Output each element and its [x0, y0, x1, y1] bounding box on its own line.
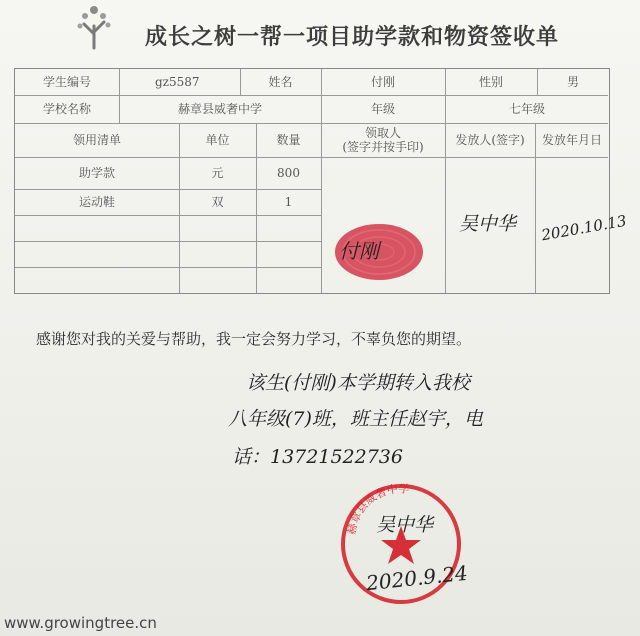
seal-text: 赫章县威奢中学 — [344, 482, 410, 536]
student-id-value: gz5587 — [155, 75, 200, 89]
issuer-header: 发放人(签字) — [455, 133, 525, 147]
gender-value: 男 — [566, 75, 579, 89]
website-watermark: www.growingtree.cn — [4, 614, 157, 632]
quantity-header: 数量 — [276, 133, 301, 147]
recipient-header — [321, 123, 445, 157]
name-label: 姓名 — [268, 75, 293, 89]
quantity-cell: 1 — [284, 195, 293, 209]
document-title: 成长之树一帮一项目助学款和物资签收单 — [145, 25, 560, 50]
receipt-table — [14, 68, 628, 294]
seal-signature: 吴中华 — [376, 514, 434, 536]
issuer-signature: 吴中华 — [459, 213, 517, 235]
growing-tree-logo — [72, 4, 116, 50]
school-value: 赫章县威奢中学 — [177, 102, 262, 116]
issue-date: 2020.10.13 — [540, 211, 628, 245]
grade-value: 七年级 — [508, 102, 545, 116]
note-line-3: 话：13721522736 — [232, 446, 403, 468]
name-value: 付刚 — [370, 75, 395, 89]
grade-label: 年级 — [370, 102, 395, 116]
note-line-2: 八年级(7)班，班主任赵宇，电 — [228, 408, 483, 430]
recipient-header-line1: 领取人 — [364, 126, 401, 140]
unit-cell: 元 — [211, 166, 224, 180]
quantity-cell: 800 — [277, 166, 300, 180]
gender-label: 性别 — [478, 75, 503, 89]
date-header: 发放年月日 — [541, 133, 602, 147]
note-line-1: 该生(付刚)本学期转入我校 — [246, 372, 470, 394]
item-cell: 运动鞋 — [78, 195, 115, 209]
unit-cell: 双 — [211, 195, 224, 209]
thank-you-message: 感谢您对我的关爱与帮助，我一定会努力学习，不辜负您的期望。 — [36, 330, 472, 348]
unit-header: 单位 — [205, 133, 230, 147]
recipient-header-line2: (签字并按手印) — [342, 140, 424, 154]
items-header: 领用清单 — [72, 133, 121, 147]
recipient-signature: 付刚 — [339, 239, 379, 263]
item-cell: 助学款 — [78, 166, 115, 180]
student-id-label: 学生编号 — [42, 75, 91, 89]
seal-date: 2020.9.24 — [365, 560, 469, 596]
school-label: 学校名称 — [42, 102, 91, 116]
